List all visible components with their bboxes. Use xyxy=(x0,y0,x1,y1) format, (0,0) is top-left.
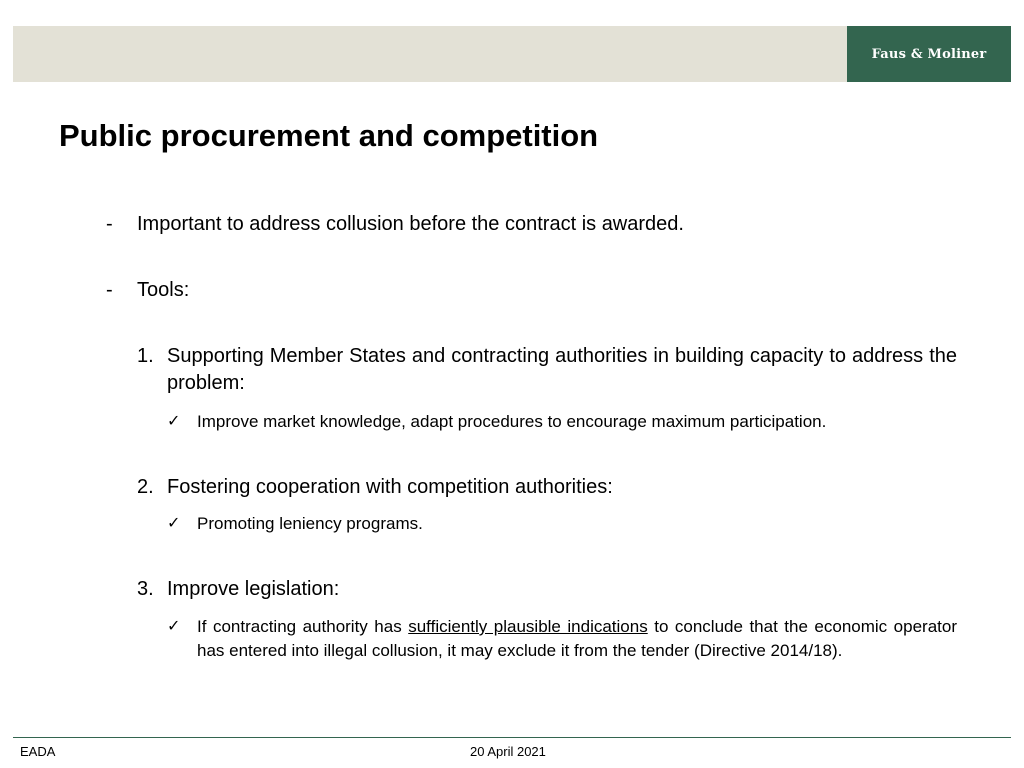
checkmark-icon: ✓ xyxy=(167,413,181,430)
sub-item-text: Promoting leniency programs. xyxy=(197,514,423,533)
header-bar xyxy=(13,26,847,82)
sub-text-before: If contracting authority has xyxy=(197,617,409,636)
item-text: Supporting Member States and contracting authorities in building capacity to address the problem: xyxy=(167,345,957,394)
sub-item xyxy=(167,615,957,663)
item-text: Fostering cooperation with competition authorities: xyxy=(167,476,613,498)
brand-logo xyxy=(847,26,1011,82)
bullet-text: Tools: xyxy=(137,279,190,301)
slide-title: Public procurement and competition xyxy=(59,118,599,153)
numbered-item xyxy=(137,576,957,603)
checkmark-icon: ✓ xyxy=(167,618,181,635)
checkmark-icon: ✓ xyxy=(167,515,181,532)
dash-marker: - xyxy=(106,279,113,301)
numbered-item xyxy=(137,343,957,397)
numbered-item xyxy=(137,474,957,501)
sub-item-text: Improve market knowledge, adapt procedures to encourage maximum participation. xyxy=(197,412,827,431)
dash-marker: - xyxy=(106,213,113,235)
item-number: 2. xyxy=(137,476,154,498)
sub-item xyxy=(167,410,957,434)
sub-text-after: to conclude that the economic operator has entered into illegal collusion, it may exclude it from the tender (Directive 2014/18). xyxy=(197,617,958,660)
item-text: Improve legislation: xyxy=(167,578,340,600)
sub-item xyxy=(167,512,957,536)
item-number: 3. xyxy=(137,578,154,600)
bullet-item xyxy=(106,279,189,302)
bullet-text: Important to address collusion before the contract is awarded. xyxy=(137,213,684,235)
brand-name: Faus & Moliner xyxy=(871,46,987,62)
footer-date: 20 April 2021 xyxy=(470,744,546,759)
item-number: 1. xyxy=(137,345,154,367)
footer-organization: EADA xyxy=(20,744,56,759)
underlined-phrase: sufficiently plausible indications xyxy=(408,617,648,636)
bullet-item xyxy=(106,213,684,236)
sub-item-text xyxy=(197,615,957,663)
footer-divider xyxy=(13,737,1011,738)
